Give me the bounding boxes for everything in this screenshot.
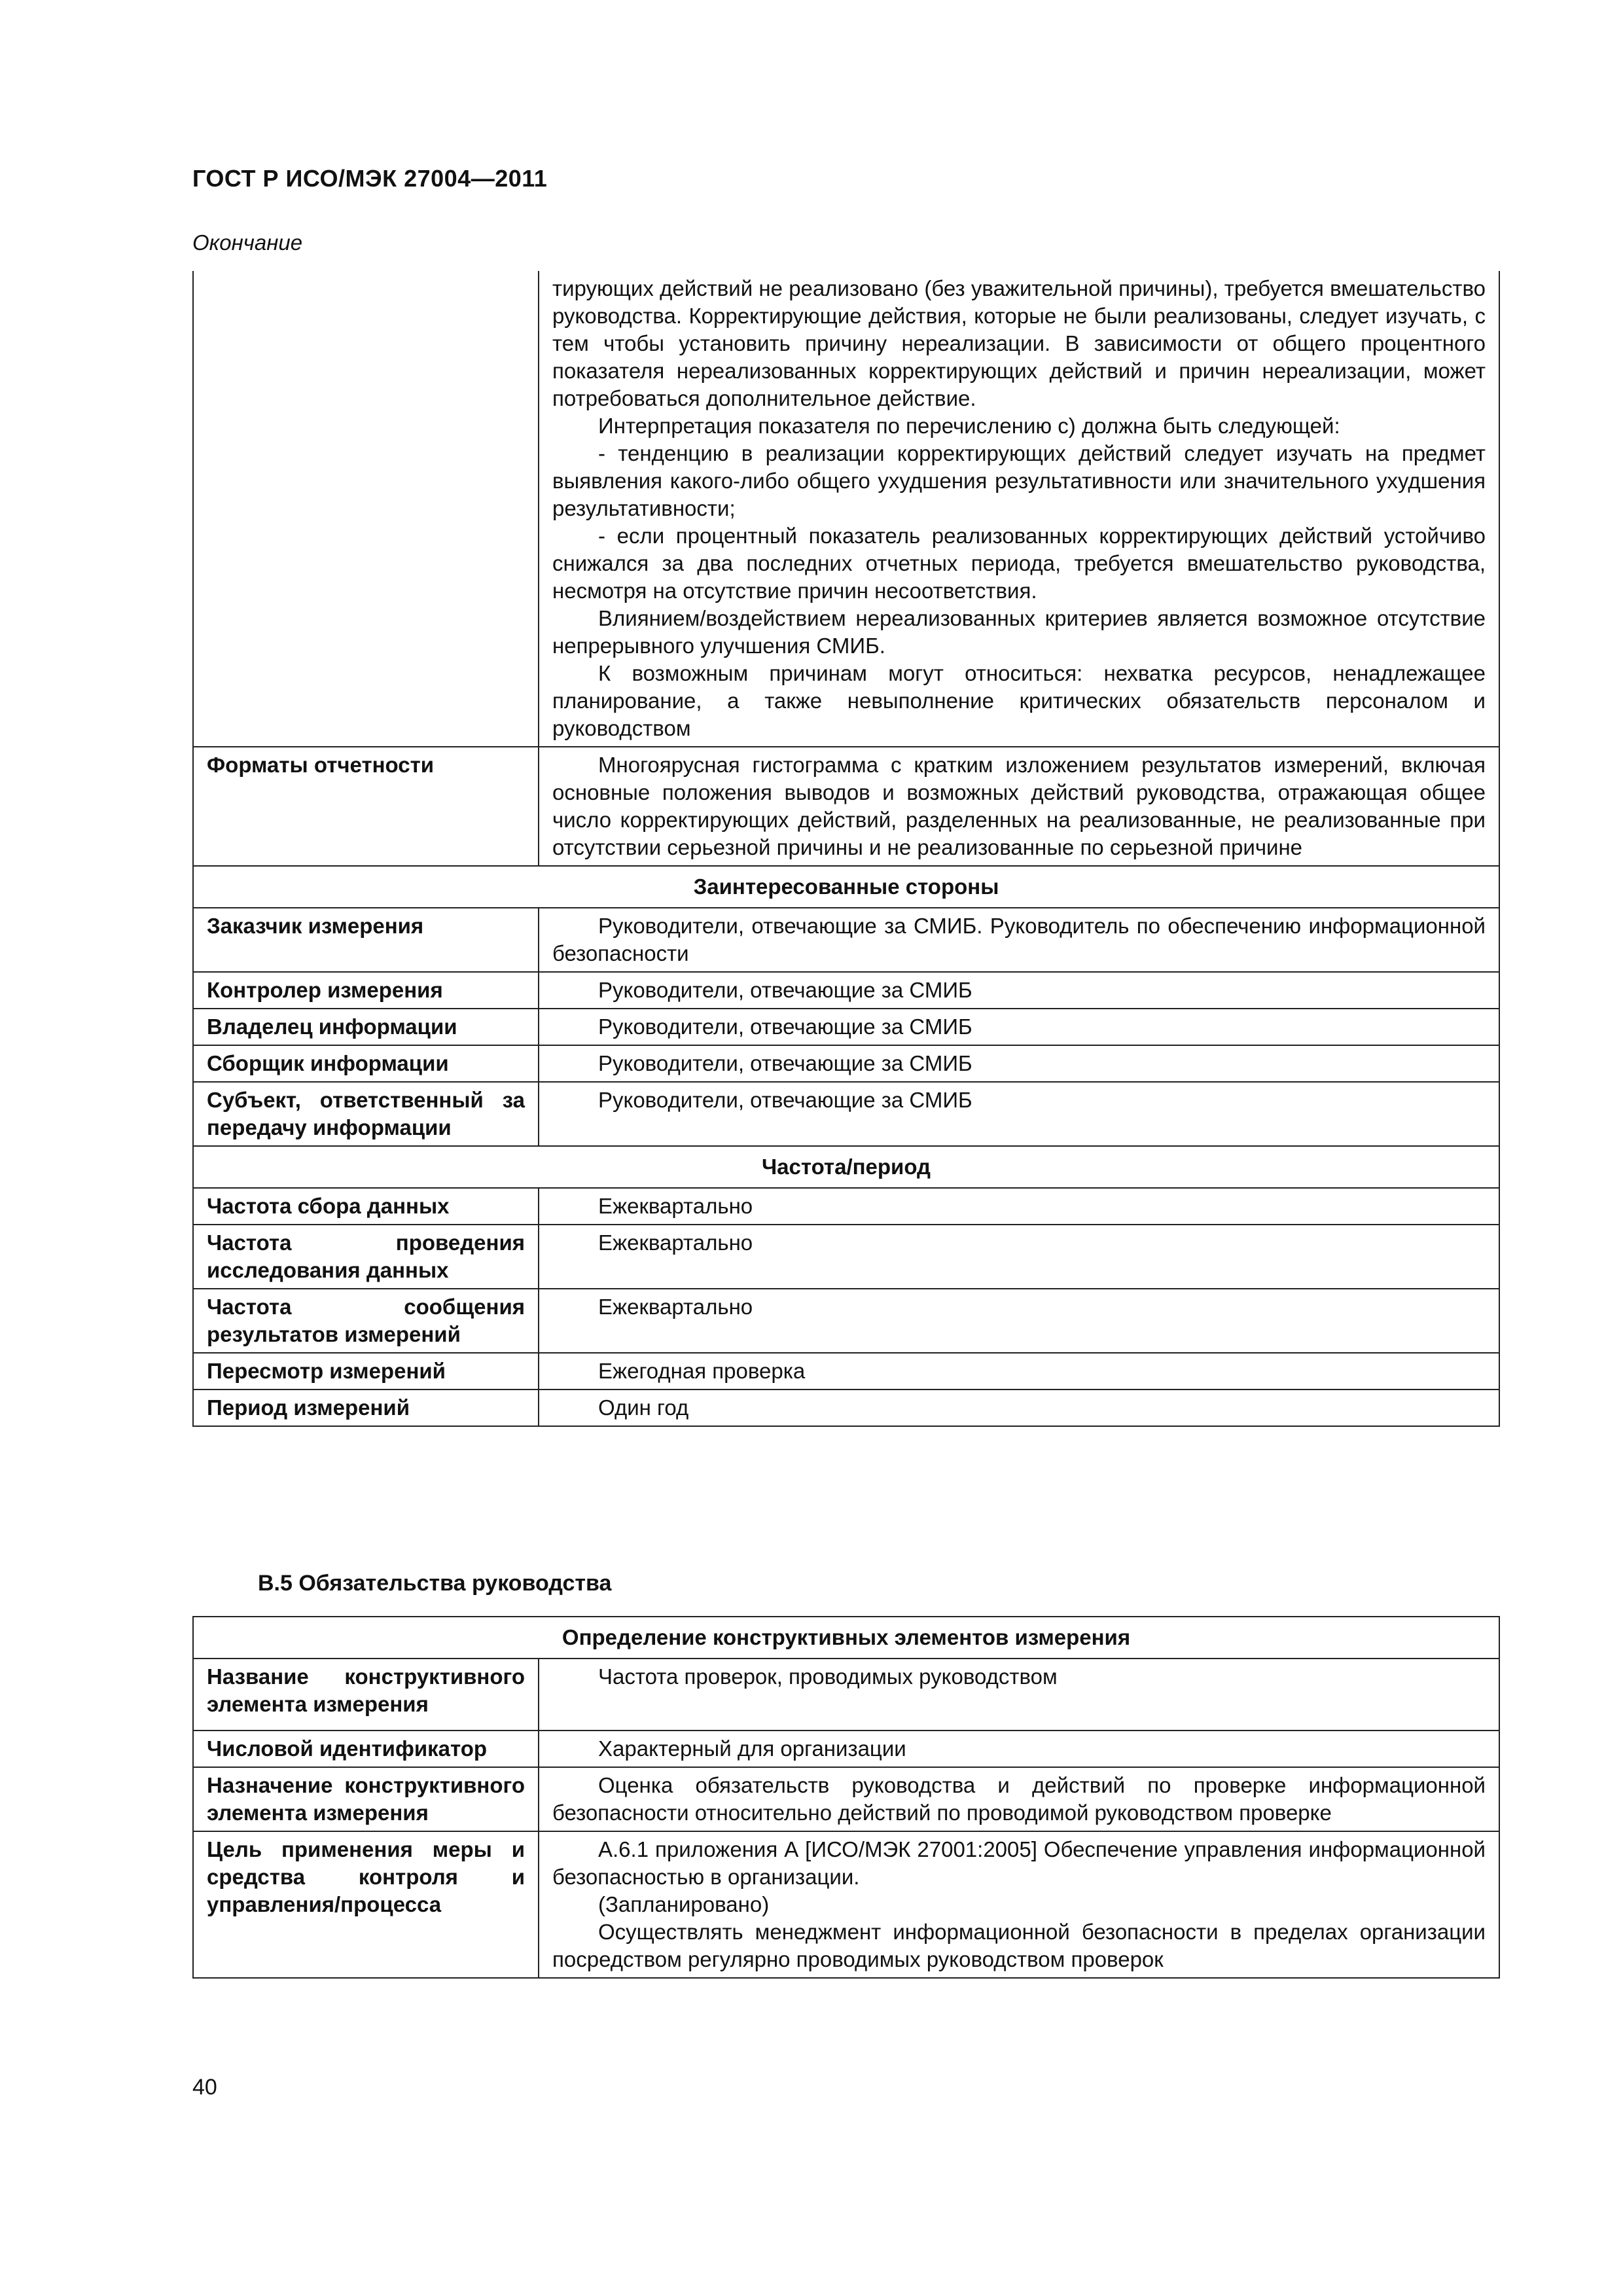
row-value <box>539 1045 1499 1082</box>
table-row <box>193 271 1499 747</box>
section-heading: Частота/период <box>193 1146 1499 1188</box>
section-heading-row <box>193 1617 1499 1659</box>
row-label: Числовой идентификатор <box>193 1731 539 1767</box>
table-row <box>193 1390 1499 1426</box>
table-row <box>193 1353 1499 1390</box>
row-label: Период измерений <box>193 1390 539 1426</box>
paragraph: Многоярусная гистограмма с кратким изложением результатов измерений, включая основные положения выводов и возможных действий руководства, отражающая общее число корректирующих действий, разделенных на реализованные, не реализованные при отсутствии серьезной причины и не реализованные по серьезной причине <box>552 753 1486 859</box>
paragraph: А.6.1 приложения А [ИСО/МЭК 27001:2005] Обеспечение управления информационной безопасностью в организации. <box>552 1837 1486 1889</box>
paragraph: Осуществлять менеджмент информационной безопасности в пределах организации посредством регулярно проводимых руководством проверок <box>552 1920 1486 1971</box>
paragraph: Частота проверок, проводимых руководством <box>598 1664 1058 1689</box>
table-row <box>193 1009 1499 1045</box>
paragraph: Ежеквартально <box>598 1194 753 1218</box>
row-label: Сборщик информации <box>193 1045 539 1082</box>
paragraph: тирующих действий не реализовано (без уважительной причины), требуется вмешательство руководства. Корректирующие действия, которые не были реализованы, следует изучать, с тем чтобы установить причину нереализации. В зависимости от общего процентного показателя нереализованных корректирующих действий и причин нереализации, может потребоваться дополнительное действие. <box>552 276 1486 410</box>
section-heading: Заинтересованные стороны <box>193 866 1499 908</box>
paragraph: Интерпретация показателя по перечислению с) должна быть следующей: <box>598 414 1340 438</box>
paragraph: Ежеквартально <box>598 1295 753 1319</box>
row-value <box>539 1767 1499 1831</box>
row-value <box>539 1225 1499 1289</box>
section-heading-row <box>193 1146 1499 1188</box>
row-label: Заказчик измерения <box>193 908 539 972</box>
row-label: Частота проведения исследования данных <box>193 1225 539 1289</box>
paragraph: Один год <box>598 1395 689 1420</box>
row-value <box>539 908 1499 972</box>
row-label: Частота сообщения результатов измерений <box>193 1289 539 1353</box>
section-heading: Определение конструктивных элементов измерения <box>193 1617 1499 1659</box>
row-label: Цель применения меры и средства контроля и управления/процесса <box>193 1831 539 1978</box>
measurement-construct-table <box>192 1616 1500 1979</box>
table-row <box>193 747 1499 866</box>
table-row <box>193 1831 1499 1978</box>
row-value <box>539 1289 1499 1353</box>
row-label: Контролер измерения <box>193 972 539 1009</box>
table-row <box>193 1225 1499 1289</box>
row-value <box>539 972 1499 1009</box>
empty-label-cell <box>193 271 539 747</box>
interpretation-cell <box>539 271 1499 747</box>
paragraph: Руководители, отвечающие за СМИБ <box>598 1014 972 1039</box>
paragraph: Руководители, отвечающие за СМИБ <box>598 978 972 1002</box>
paragraph: Ежеквартально <box>598 1230 753 1255</box>
row-label: Пересмотр измерений <box>193 1353 539 1390</box>
paragraph: Руководители, отвечающие за СМИБ. Руководитель по обеспечению информационной безопасности <box>552 914 1486 965</box>
row-label: Субъект, ответственный за передачу информации <box>193 1082 539 1146</box>
table-row <box>193 908 1499 972</box>
paragraph: К возможным причинам могут относиться: нехватка ресурсов, ненадлежащее планирование, а также невыполнение критических обязательств персоналом и руководством <box>552 661 1486 740</box>
row-value <box>539 1731 1499 1767</box>
row-value <box>539 1390 1499 1426</box>
table-row <box>193 1188 1499 1225</box>
paragraph: Руководители, отвечающие за СМИБ <box>598 1088 972 1112</box>
row-value <box>539 1659 1499 1731</box>
metrics-table-continued <box>192 271 1500 1427</box>
paragraph: - тенденцию в реализации корректирующих действий следует изучать на предмет выявления какого-либо общего ухудшения результативности или значительного ухудшения результативности; <box>552 441 1486 520</box>
row-value <box>539 1188 1499 1225</box>
section-title: В.5 Обязательства руководства <box>258 1571 612 1596</box>
row-value <box>539 1353 1499 1390</box>
table-row <box>193 1082 1499 1146</box>
paragraph: Оценка обязательств руководства и действий по проверке информационной безопасности относительно действий по проводимой руководством проверке <box>552 1773 1486 1825</box>
row-label: Назначение конструктивного элемента измерения <box>193 1767 539 1831</box>
paragraph: Влиянием/воздействием нереализованных критериев является возможное отсутствие непрерывного улучшения СМИБ. <box>552 606 1486 658</box>
table-row <box>193 1731 1499 1767</box>
table-row <box>193 1659 1499 1731</box>
row-label: Форматы отчетности <box>193 747 539 866</box>
row-label: Частота сбора данных <box>193 1188 539 1225</box>
table-row <box>193 1767 1499 1831</box>
page-number: 40 <box>192 2075 217 2100</box>
section-heading-row <box>193 866 1499 908</box>
row-value <box>539 1009 1499 1045</box>
row-label: Владелец информации <box>193 1009 539 1045</box>
table-row <box>193 1045 1499 1082</box>
table-row <box>193 1289 1499 1353</box>
paragraph: Характерный для организации <box>598 1736 906 1761</box>
document-header: ГОСТ Р ИСО/МЭК 27004—2011 <box>192 165 548 192</box>
paragraph: Ежегодная проверка <box>598 1359 806 1383</box>
row-value <box>539 1831 1499 1978</box>
continuation-label: Окончание <box>192 230 303 255</box>
table-row <box>193 972 1499 1009</box>
paragraph: (Запланировано) <box>598 1892 770 1916</box>
row-value <box>539 1082 1499 1146</box>
paragraph: - если процентный показатель реализованных корректирующих действий устойчиво снижался за два последних отчетных периода, требуется вмешательство руководства, несмотря на отсутствие причин несоответствия. <box>552 524 1486 603</box>
row-label: Название конструктивного элемента измерения <box>193 1659 539 1731</box>
row-value <box>539 747 1499 866</box>
paragraph: Руководители, отвечающие за СМИБ <box>598 1051 972 1075</box>
